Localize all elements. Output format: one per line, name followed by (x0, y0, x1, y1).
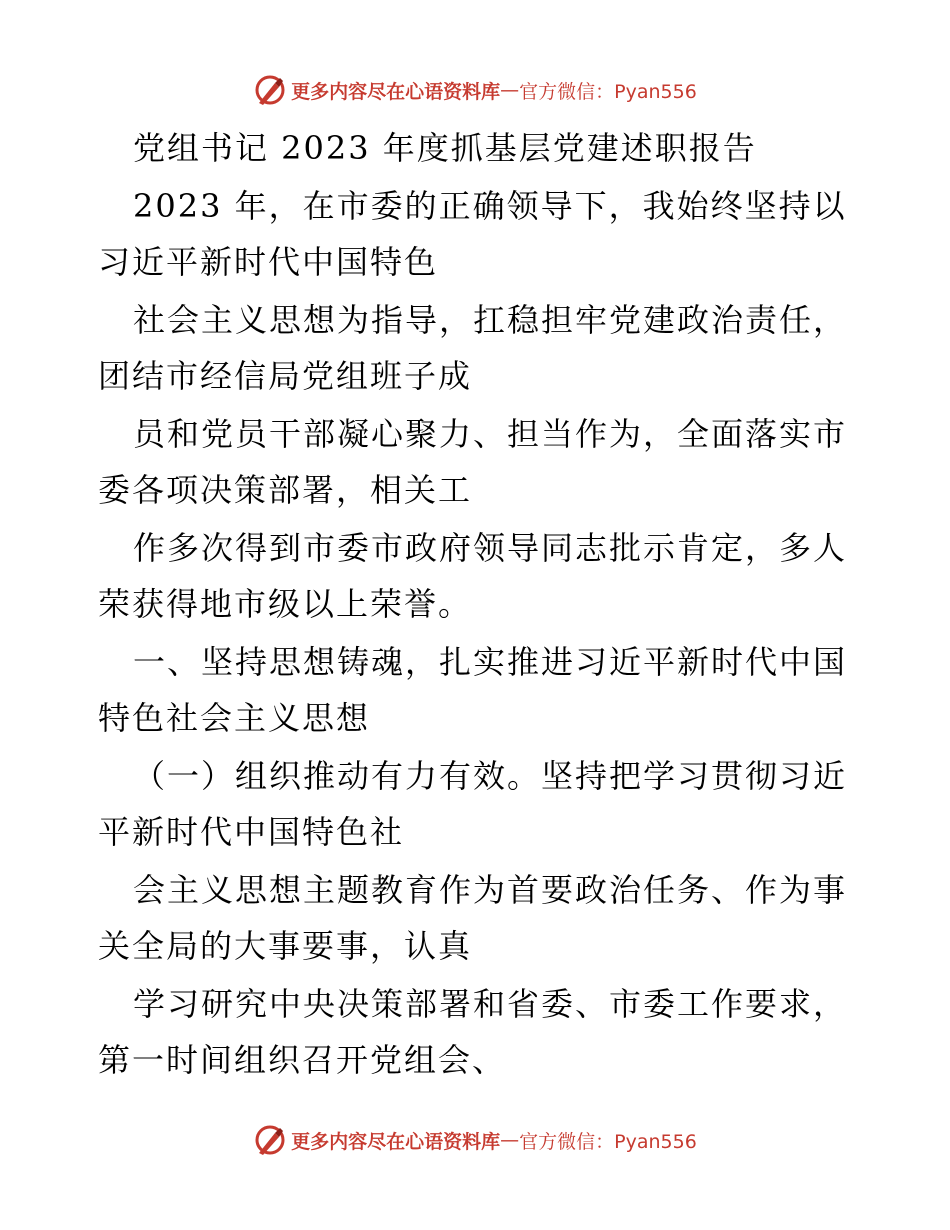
watermark-site-text: 更多内容尽在心语资料库 (291, 1130, 501, 1153)
watermark-wechat-text: 官方微信：Pyan556 (519, 1130, 697, 1153)
header-watermark (0, 70, 950, 110)
paragraph-line: 团结市经信局党组班子成 (98, 357, 473, 395)
paragraph-line: 会主义思想主题教育作为首要政治任务、作为事 (133, 871, 848, 909)
paragraph-line: 关全局的大事要事，认真 (98, 927, 473, 965)
watermark-wechat-text: 官方微信：Pyan556 (519, 80, 697, 103)
paragraph-line: 2023 年，在市委的正确领导下，我始终坚持以 (133, 187, 847, 225)
paragraph-line: 平新时代中国特色社 (98, 813, 405, 851)
paragraph-line: 第一时间组织召开党组会、 (98, 1041, 507, 1079)
paragraph-line: 委各项决策部署，相关工 (98, 471, 473, 509)
paragraph-line: 荣获得地市级以上荣誉。 (98, 585, 473, 623)
paragraph-line: 作多次得到市委市政府领导同志批示肯定，多人 (133, 529, 848, 567)
paragraph-line: 社会主义思想为指导，扛稳担牢党建政治责任， (133, 301, 848, 339)
paragraph-line: 学习研究中央决策部署和省委、市委工作要求， (133, 985, 848, 1023)
footer-watermark (0, 1120, 950, 1160)
watermark-site-text: 更多内容尽在心语资料库 (291, 80, 501, 103)
paragraph-line: 员和党员干部凝心聚力、担当作为，全面落实市 (133, 415, 848, 453)
document-title: 党组书记 2023 年度抓基层党建述职报告 (133, 129, 757, 167)
paragraph-line: 习近平新时代中国特色 (98, 243, 439, 281)
pen-seal-logo-icon (253, 1123, 287, 1157)
pen-seal-logo-icon (253, 73, 287, 107)
section-heading-continued: 特色社会主义思想 (98, 699, 371, 737)
watermark-dash: — (500, 79, 520, 101)
watermark-dash: — (500, 1129, 520, 1151)
section-heading: 一、坚持思想铸魂，扎实推进习近平新时代中国 (133, 643, 848, 681)
paragraph-line: （一）组织推动有力有效。坚持把学习贯彻习近 (133, 757, 848, 795)
